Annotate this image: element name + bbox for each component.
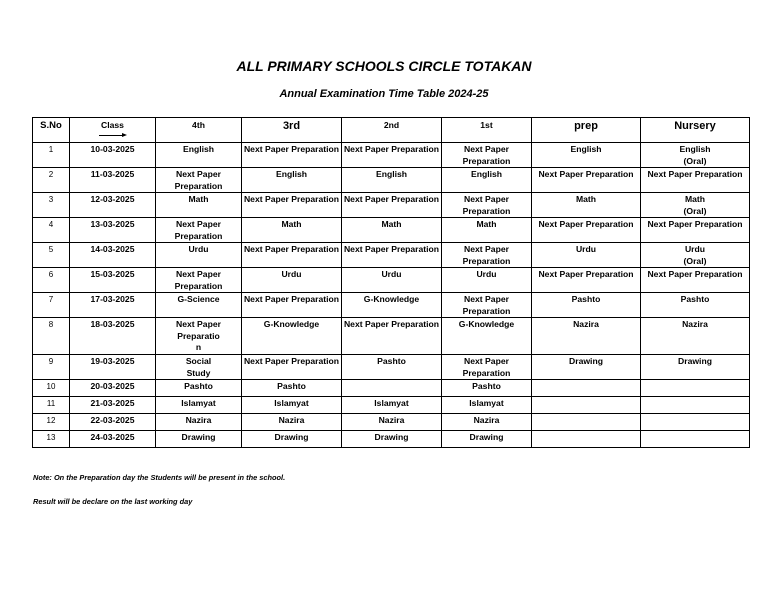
class-4th-cell: Next Paper Preparation bbox=[156, 218, 242, 243]
sno-cell: 12 bbox=[33, 414, 70, 431]
date-cell: 18-03-2025 bbox=[70, 318, 156, 355]
class-3rd-cell: Next Paper Preparation bbox=[242, 355, 342, 380]
nursery-cell bbox=[641, 380, 750, 397]
class-3rd-cell: Next Paper Preparation bbox=[242, 243, 342, 268]
header-2nd: 2nd bbox=[342, 118, 442, 143]
class-1st-cell: Next Paper Preparation bbox=[442, 293, 532, 318]
class-4th-cell: Nazira bbox=[156, 414, 242, 431]
nursery-cell: Pashto bbox=[641, 293, 750, 318]
class-2nd-cell: Islamyat bbox=[342, 397, 442, 414]
header-nursery: Nursery bbox=[641, 118, 750, 143]
table-row bbox=[33, 355, 750, 380]
class-1st-cell: Pashto bbox=[442, 380, 532, 397]
class-2nd-cell bbox=[342, 380, 442, 397]
class-2nd-cell: Math bbox=[342, 218, 442, 243]
nursery-cell: Urdu (Oral) bbox=[641, 243, 750, 268]
header-3rd: 3rd bbox=[242, 118, 342, 143]
header-prep: prep bbox=[532, 118, 641, 143]
table-row bbox=[33, 243, 750, 268]
header-row bbox=[33, 118, 750, 143]
prep-cell: Drawing bbox=[532, 355, 641, 380]
timetable bbox=[32, 117, 750, 448]
prep-cell: Urdu bbox=[532, 243, 641, 268]
class-1st-cell: English bbox=[442, 168, 532, 193]
class-1st-cell: Math bbox=[442, 218, 532, 243]
sno-cell: 11 bbox=[33, 397, 70, 414]
class-4th-cell: Next Paper Preparatio n bbox=[156, 318, 242, 355]
class-3rd-cell: Urdu bbox=[242, 268, 342, 293]
document-subtitle: Annual Examination Time Table 2024-25 bbox=[279, 88, 489, 100]
prep-cell bbox=[532, 414, 641, 431]
right-arrow-icon bbox=[99, 133, 127, 139]
prep-cell: Nazira bbox=[532, 318, 641, 355]
nursery-cell: English (Oral) bbox=[641, 143, 750, 168]
class-4th-cell: G-Science bbox=[156, 293, 242, 318]
note-result: Result will be declare on the last working day bbox=[33, 497, 193, 506]
date-cell: 15-03-2025 bbox=[70, 268, 156, 293]
prep-cell bbox=[532, 431, 641, 448]
header-4th: 4th bbox=[156, 118, 242, 143]
class-3rd-cell: Islamyat bbox=[242, 397, 342, 414]
nursery-cell bbox=[641, 431, 750, 448]
date-cell: 12-03-2025 bbox=[70, 193, 156, 218]
prep-cell: Next Paper Preparation bbox=[532, 268, 641, 293]
class-3rd-cell: Next Paper Preparation bbox=[242, 293, 342, 318]
date-cell: 11-03-2025 bbox=[70, 168, 156, 193]
prep-cell: Math bbox=[532, 193, 641, 218]
prep-cell bbox=[532, 380, 641, 397]
table-row bbox=[33, 397, 750, 414]
header-class bbox=[70, 118, 156, 143]
table-row bbox=[33, 193, 750, 218]
table-row bbox=[33, 218, 750, 243]
sno-cell: 9 bbox=[33, 355, 70, 380]
date-cell: 20-03-2025 bbox=[70, 380, 156, 397]
class-2nd-cell: Urdu bbox=[342, 268, 442, 293]
class-1st-cell: Drawing bbox=[442, 431, 532, 448]
class-4th-cell: Next Paper Preparation bbox=[156, 168, 242, 193]
class-1st-cell: G-Knowledge bbox=[442, 318, 532, 355]
nursery-cell: Next Paper Preparation bbox=[641, 268, 750, 293]
nursery-cell: Math (Oral) bbox=[641, 193, 750, 218]
table-row bbox=[33, 293, 750, 318]
class-3rd-cell: Next Paper Preparation bbox=[242, 193, 342, 218]
table-row bbox=[33, 143, 750, 168]
header-sno: S.No bbox=[33, 118, 70, 143]
class-2nd-cell: G-Knowledge bbox=[342, 293, 442, 318]
date-cell: 13-03-2025 bbox=[70, 218, 156, 243]
class-3rd-cell: Drawing bbox=[242, 431, 342, 448]
class-2nd-cell: Next Paper Preparation bbox=[342, 143, 442, 168]
table-row bbox=[33, 318, 750, 355]
class-3rd-cell: Nazira bbox=[242, 414, 342, 431]
header-class-label: Class bbox=[101, 120, 124, 130]
prep-cell: Next Paper Preparation bbox=[532, 218, 641, 243]
class-4th-cell: Math bbox=[156, 193, 242, 218]
nursery-cell: Next Paper Preparation bbox=[641, 168, 750, 193]
sno-cell: 6 bbox=[33, 268, 70, 293]
class-3rd-cell: G-Knowledge bbox=[242, 318, 342, 355]
class-1st-cell: Urdu bbox=[442, 268, 532, 293]
class-4th-cell: Pashto bbox=[156, 380, 242, 397]
class-2nd-cell: Drawing bbox=[342, 431, 442, 448]
sno-cell: 8 bbox=[33, 318, 70, 355]
sno-cell: 13 bbox=[33, 431, 70, 448]
class-2nd-cell: Next Paper Preparation bbox=[342, 193, 442, 218]
sno-cell: 2 bbox=[33, 168, 70, 193]
document-title: ALL PRIMARY SCHOOLS CIRCLE TOTAKAN bbox=[236, 58, 532, 74]
header-1st: 1st bbox=[442, 118, 532, 143]
class-1st-cell: Next Paper Preparation bbox=[442, 143, 532, 168]
class-3rd-cell: Next Paper Preparation bbox=[242, 143, 342, 168]
class-3rd-cell: Math bbox=[242, 218, 342, 243]
class-4th-cell: Drawing bbox=[156, 431, 242, 448]
date-cell: 22-03-2025 bbox=[70, 414, 156, 431]
class-4th-cell: Social Study bbox=[156, 355, 242, 380]
class-4th-cell: Islamyat bbox=[156, 397, 242, 414]
table-row bbox=[33, 380, 750, 397]
table-row bbox=[33, 414, 750, 431]
nursery-cell bbox=[641, 414, 750, 431]
table-row bbox=[33, 168, 750, 193]
date-cell: 17-03-2025 bbox=[70, 293, 156, 318]
sno-cell: 7 bbox=[33, 293, 70, 318]
prep-cell: English bbox=[532, 143, 641, 168]
sno-cell: 10 bbox=[33, 380, 70, 397]
class-2nd-cell: Pashto bbox=[342, 355, 442, 380]
class-1st-cell: Next Paper Preparation bbox=[442, 243, 532, 268]
class-2nd-cell: English bbox=[342, 168, 442, 193]
class-1st-cell: Nazira bbox=[442, 414, 532, 431]
date-cell: 10-03-2025 bbox=[70, 143, 156, 168]
class-2nd-cell: Next Paper Preparation bbox=[342, 243, 442, 268]
note-preparation: Note: On the Preparation day the Students will be present in the school. bbox=[33, 473, 286, 482]
prep-cell: Next Paper Preparation bbox=[532, 168, 641, 193]
table-row bbox=[33, 431, 750, 448]
class-2nd-cell: Next Paper Preparation bbox=[342, 318, 442, 355]
class-3rd-cell: Pashto bbox=[242, 380, 342, 397]
table-row bbox=[33, 268, 750, 293]
sno-cell: 4 bbox=[33, 218, 70, 243]
class-4th-cell: Urdu bbox=[156, 243, 242, 268]
sno-cell: 3 bbox=[33, 193, 70, 218]
class-4th-cell: English bbox=[156, 143, 242, 168]
sno-cell: 1 bbox=[33, 143, 70, 168]
class-3rd-cell: English bbox=[242, 168, 342, 193]
nursery-cell bbox=[641, 397, 750, 414]
date-cell: 24-03-2025 bbox=[70, 431, 156, 448]
nursery-cell: Next Paper Preparation bbox=[641, 218, 750, 243]
nursery-cell: Nazira bbox=[641, 318, 750, 355]
class-1st-cell: Next Paper Preparation bbox=[442, 355, 532, 380]
sno-cell: 5 bbox=[33, 243, 70, 268]
class-1st-cell: Islamyat bbox=[442, 397, 532, 414]
class-2nd-cell: Nazira bbox=[342, 414, 442, 431]
date-cell: 14-03-2025 bbox=[70, 243, 156, 268]
date-cell: 21-03-2025 bbox=[70, 397, 156, 414]
prep-cell bbox=[532, 397, 641, 414]
date-cell: 19-03-2025 bbox=[70, 355, 156, 380]
prep-cell: Pashto bbox=[532, 293, 641, 318]
class-4th-cell: Next Paper Preparation bbox=[156, 268, 242, 293]
nursery-cell: Drawing bbox=[641, 355, 750, 380]
class-1st-cell: Next Paper Preparation bbox=[442, 193, 532, 218]
